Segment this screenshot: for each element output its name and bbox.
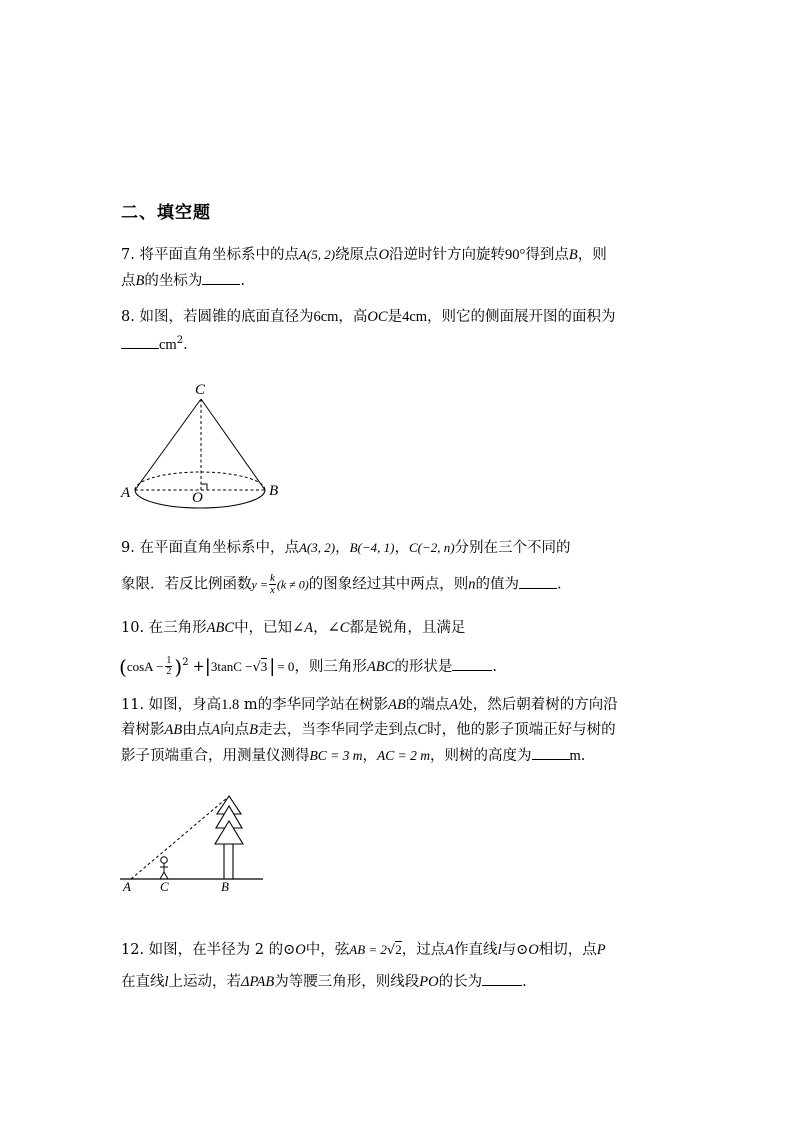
- question-12-line-1: 12. 如图，在半径为 2 的⊙O中，弦AB = 2√2，过点A作直线l与⊙O相切，点P: [121, 942, 606, 958]
- answer-blank: [452, 656, 492, 671]
- label-B: B: [221, 879, 229, 894]
- tree-shadow-figure: [115, 790, 270, 900]
- question-8-line-1: 8. 如图，若圆锥的底面直径为6cm，高OC是4cm，则它的侧面展开图的面积为: [121, 309, 616, 325]
- question-11-line-2: 着树影AB由点A向点B走去，当李华同学走到点C时，他的影子顶端正好与树的: [121, 722, 616, 738]
- answer-blank: [482, 971, 522, 986]
- section-title: 二、填空题: [121, 203, 211, 223]
- question-11-line-3: 影子顶端重合，用测量仪测得BC = 3 m，AC = 2 m，则树的高度为 m.: [121, 745, 585, 766]
- question-7-line-1: 7. 将平面直角坐标系中的点A(5, 2)绕原点O沿逆时针方向旋转90°得到点B，则: [121, 247, 607, 263]
- cone-figure: [110, 375, 290, 510]
- question-9-line-2: 象限．若反比例函数y = $\frac{k}{x}$ (k ≠ 0)的图象经过其中两点，则n的值为 .: [121, 572, 562, 596]
- question-10-line-2: (cosA − $\frac{1}{2}$ )$^2$ +|3tanC −√3 | = 0，则三角形ABC的形状是 .: [119, 654, 497, 679]
- answer-blank: [532, 745, 570, 760]
- label-B: B: [269, 483, 279, 499]
- question-12-line-2: 在直线l上运动，若ΔPAB为等腰三角形，则线段PO的长为 .: [121, 971, 527, 992]
- answer-blank: [121, 334, 159, 349]
- label-A: A: [121, 485, 131, 501]
- fraction-one-half: $\frac{1}{2}$: [166, 655, 172, 678]
- label-A: A: [123, 879, 131, 894]
- question-9-line-1: 9. 在平面直角坐标系中，点A(3, 2)，B(−4, 1)，C(−2, n)分别在三个不同的: [121, 540, 571, 556]
- question-11-line-1: 11. 如图，身高1.8 m的李华同学站在树影AB的端点A处，然后朝着树的方向沿: [121, 697, 618, 713]
- label-C: C: [195, 382, 206, 398]
- fraction-k-over-x: $\frac{k}{x}$: [269, 572, 275, 596]
- answer-blank: [202, 270, 240, 285]
- label-C: C: [160, 879, 169, 894]
- question-8-line-2: $cm^2$.: [121, 331, 188, 355]
- answer-blank: [519, 574, 557, 589]
- question-10-line-1: 10. 在三角形ABC中，已知∠A，∠C都是锐角，且满足: [121, 620, 466, 636]
- question-7-line-2: 点B的坐标为 .: [121, 270, 245, 291]
- label-O: O: [192, 490, 203, 506]
